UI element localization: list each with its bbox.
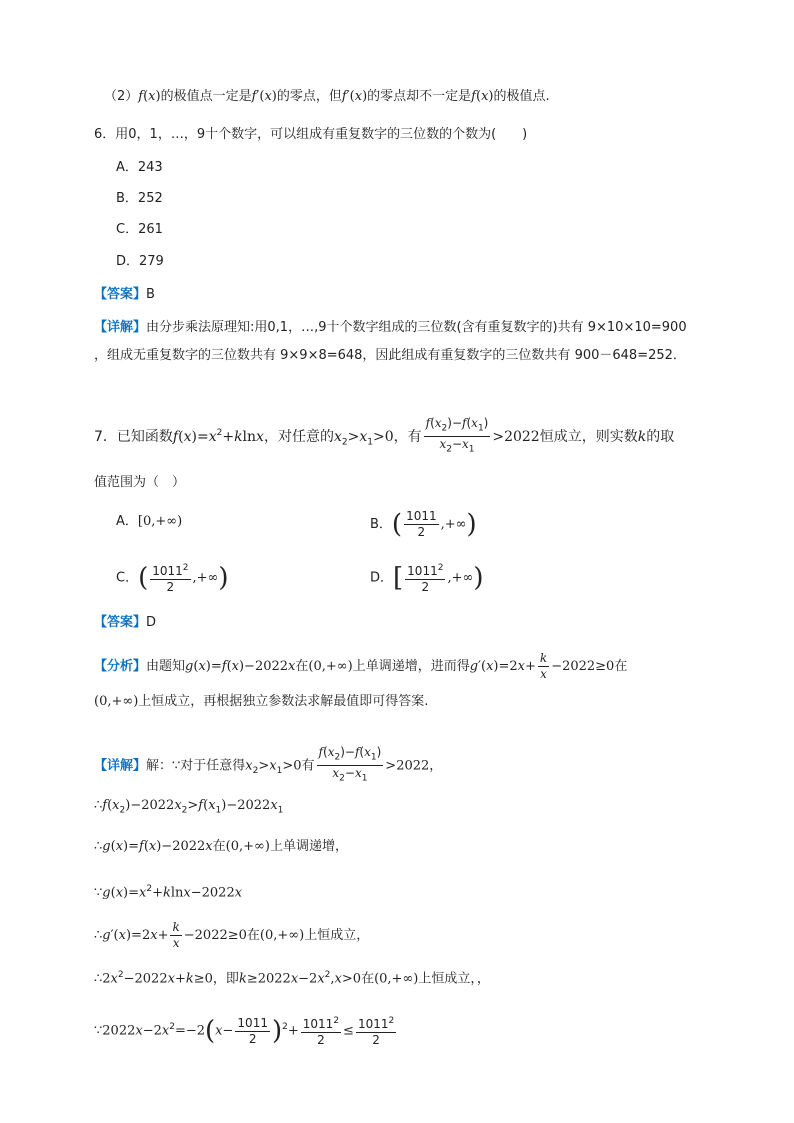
q7-option-d: D．[ $\frac{1011^2}{2}$ ,+∞) [370,563,484,594]
item-2-text4: 的极值点. [493,89,550,104]
q7-answer-tag: 【答案】 [94,615,147,630]
q7-analysis-text5: 上恒成立，再根据独立参数法求解最值即可得答案. [138,694,429,709]
q7-option-b-label: B． [370,517,392,532]
q6-answer-line [94,286,155,304]
q6-answer-tag: 【答案】 [94,287,147,302]
q7-detail-line1: 【详解】解：∵对于任意得$x_2>x_1>0$有 $\frac{f(x_2)-f(x_1)}{x_2-x_1}$ >2022， [94,745,443,784]
q6-option-d: D．279 [116,254,164,269]
q6-option-c: C．261 [116,222,163,237]
q7-step2: ∴g(x)=f(x)−2022x在(0,+∞)上单调递增， [94,839,348,854]
q7-stem-line2: 值范围为（ ） [94,475,186,490]
q7-step5-text3: 上恒成立，， [418,971,490,987]
q7-answer-line [94,614,156,632]
q7-step2-text2: 上单调递增， [269,839,348,854]
q7-analysis-tag: 【分析】 [94,659,147,674]
q6-detail-line1 [94,319,687,337]
q6-detail-line2: ，组成无重复数字的三位数共有 9×9×8=648，因此组成有重复数字的三位数共有 900－648=252． [94,348,686,363]
q6-stem: 6．用0，1，…，9十个数字，可以组成有重复数字的三位数的个数为( ) [94,127,528,142]
q7-analysis-line2: (0,+∞)上恒成立，再根据独立参数法求解最值即可得答案. [94,694,429,709]
q7-option-d-label: D． [370,570,394,586]
q7-text2: ，有 [393,428,422,445]
q7-step4: ∴g′(x)=2x+ $\frac{k}{x}$ −2022≥0在(0,+∞)上恒成立， [94,920,370,950]
q6-option-a: A．243 [116,160,163,175]
item-2-text1: 的极值点一定是 [160,89,252,104]
q6-answer: B [146,287,155,302]
q7-option-c: C．( $\frac{1011^2}{2}$ ,+∞) [116,563,229,594]
q7-analysis-line1: 【分析】由题知g(x)=f(x)−2022x在(0,+∞)上单调递增，进而得g′(x)=2x+ $\frac{k}{x}$ −2022≥0在 [94,651,628,681]
q7-analysis-text3: 上单调递增，进而得 [352,659,470,674]
q7-step3: $\because g(x)=x^2+klnx-2022x$ [94,884,243,901]
q7-detail-text0: 解：∵对于任意得 [146,758,246,774]
q7-detail-tag: 【详解】 [94,758,147,774]
q7-answer: D [146,615,157,630]
q7-analysis-text4: 在 [614,659,628,674]
q7-step2-text: 在 [212,839,226,854]
q7-analysis-text2: 在 [295,659,309,674]
item-2-lead: （2） [104,89,139,104]
q6-detail-text1: 由分步乘法原理知:用0,1，…,9十个数字组成的三位数(含有重复数字的)共有 9×10×10=900 [146,320,687,335]
q7-option-c-label: C． [116,570,139,586]
q7-step4-text2: 上恒成立， [304,928,370,943]
q7-text1: ，对任意的 [263,428,334,445]
q6-detail-tag: 【详解】 [94,320,147,335]
q7-step5-text1: ，即 [212,971,239,987]
q7-step1: $\therefore f(x_2)-2022x_2>f(x_1)-2022x_1$ [94,798,284,816]
q7-step6: $\because 2022x-2x^2=-2(x-$ $\frac{1011}{2}$ )$^2$+ $\frac{1011^2}{2}$ ≤ $\frac{1011^2}{2}$ [94,1015,395,1047]
q6-option-b: B．252 [116,191,163,206]
q7-step4-text: 在 [246,928,260,943]
q7-option-a-label: A． [116,514,138,529]
q7-stem-line1: 7．已知函数$f(x)=x^2+klnx$，对任意的$x_2>x_1>0$，有 $\frac{f(x_2)-f(x_1)}{x_2-x_1}$ >2022恒成立，则实数k的取 [94,416,674,458]
q7-number: 7．已知函数 [94,428,173,445]
q7-option-a: A．[0,+∞) [116,514,183,529]
q7-analysis-text1: 由题知 [146,659,186,674]
q7-fraction: $\frac{f(x_2)-f(x_1)}{x_2-x_1}$ [425,416,489,455]
q7-step5: $\therefore 2x^2-2022x+k\ge 0$，即$k\ge 2022x-2x^2,x>0$在(0,+∞)上恒成立，， [94,970,490,987]
item-2-line: （2）f(x)的极值点一定是f′(x)的零点，但f′(x)的零点却不一定是f(x)的极值点. [104,89,550,104]
item-2-text2: 的零点，但 [276,89,342,104]
q7-detail-text0b: 有 [301,758,315,774]
q7-text4: 的取 [646,428,675,445]
q7-step5-text2: 在 [361,971,375,987]
q7-option-b: B．( $\frac{1011}{2}$ ,+∞) [370,509,477,540]
q7-text3: 恒成立，则实数 [539,428,638,445]
item-2-text3: 的零点却不一定是 [367,89,472,104]
